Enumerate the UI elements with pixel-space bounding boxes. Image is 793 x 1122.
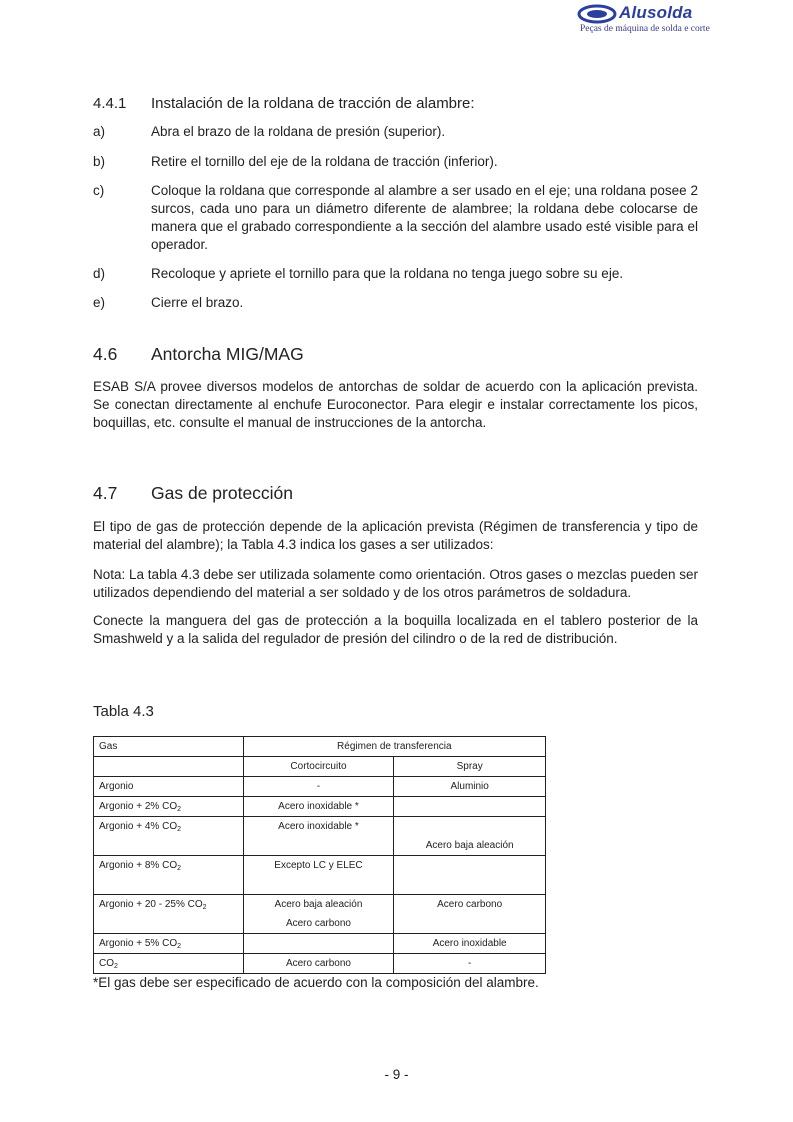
list-item-label: e) [93,295,106,310]
short-circuit-cell: Acero inoxidable * [243,797,394,817]
gas-table [93,736,546,974]
section-title: Gas de protección [151,483,294,503]
gas-cell: Argonio + 2% $CO_2$ [94,797,244,817]
section-title: Instalación de la roldana de tracción de alambre: [151,95,475,112]
header-gas: Gas [94,737,244,757]
header-empty-cell [94,757,244,777]
gas-cell: Argonio + 8% $CO_2$ [94,856,244,895]
gas-cell: Argonio + 5% $CO_2$ [94,934,244,954]
section-4-4-1-heading [93,95,475,112]
page-number: - 9 - [384,1067,409,1082]
section-4-7-paragraph-1: El tipo de gas de protección depende de la aplicación prevista (Régimen de transferencia y tipo de material del alambre); la Tabla 4.3 indica los gases a ser utilizados: [93,519,698,552]
table-row [94,797,546,817]
spray-cell: Acero baja aleación [394,817,546,856]
header-short-circuit: Cortocircuito [243,757,394,777]
list-item-text: Retire el tornillo del eje de la roldana de tracción (inferior). [151,154,498,169]
list-item-text: Abra el brazo de la roldana de presión (superior). [151,124,446,139]
spray-cell: Acero carbono [394,895,546,934]
short-circuit-cell: Acero carbono [243,954,394,974]
short-circuit-cell: Acero baja aleación Acero carbono [243,895,394,934]
list-item-label: c) [93,183,105,198]
section-number: 4.7 [93,483,118,503]
list-item [93,153,698,171]
section-number: 4.6 [93,344,118,364]
spray-cell: Aluminio [394,777,546,797]
short-circuit-cell: Excepto LC y ELEC [243,856,394,895]
spray-cell: - [394,954,546,974]
alusolda-swoosh-icon [577,4,617,24]
section-4-7-heading [93,483,293,504]
brand-name: Alusolda [619,3,693,22]
list-item-text: Coloque la roldana que corresponde al alambre a ser usado en el eje; una roldana posee 2 surcos, cada uno para un diámetro diferente de alambree; la roldana debe colocarse de manera que el grabado correspondiente a la sección del alambre usado esté visible para el operador. [151,183,698,252]
table-row [94,895,546,934]
section-title: Antorcha MIG/MAG [151,344,304,364]
table-footnote: *El gas debe ser especificado de acuerdo con la composición del alambre. [93,975,539,990]
brand-logo [577,2,717,36]
list-item [93,265,698,283]
list-item [93,182,698,254]
table-row [94,856,546,895]
section-4-6-heading [93,344,304,365]
short-circuit-cell [243,934,394,954]
list-item-label: b) [93,154,106,169]
list-item-label: d) [93,266,106,281]
gas-cell: Argonio [94,777,244,797]
short-circuit-cell: - [243,777,394,797]
section-4-7-note: Nota: La tabla 4.3 debe ser utilizada solamente como orientación. Otros gases o mezclas pueden ser utilizados dependiendo del material a ser soldado y de los otros parámetros de soldadura. [93,567,698,600]
gas-cell: Argonio + 4% $CO_2$ [94,817,244,856]
list-item-text: Recoloque y apriete el tornillo para que la roldana no tenga juego sobre su eje. [151,266,624,281]
list-item [93,123,698,141]
spray-cell [394,797,546,817]
table-subheader-row [94,757,546,777]
section-number: 4.4.1 [93,95,127,112]
gas-cell: Argonio + 20 - 25% $CO_2$ [94,895,244,934]
table-row [94,817,546,856]
header-regime: Régimen de transferencia [243,737,545,757]
brand-tagline: Peças de máquina de solda e corte [580,24,710,34]
section-4-7-paragraph-3: Conecte la manguera del gas de protección a la boquilla localizada en el tablero posterior de la Smashweld y a la salida del regulador de presión del cilindro o de la red de distribución. [93,613,698,646]
table-row [94,777,546,797]
table-row [94,954,546,974]
list-item-text: Cierre el brazo. [151,295,244,310]
spray-cell: Acero inoxidable [394,934,546,954]
gas-cell: $CO_2$ [94,954,244,974]
header-spray: Spray [394,757,546,777]
table-header-row [94,737,546,757]
list-item-label: a) [93,124,106,139]
list-item [93,294,698,312]
short-circuit-cell: Acero inoxidable * [243,817,394,856]
spray-cell [394,856,546,895]
table-row [94,934,546,954]
section-4-6-paragraph: ESAB S/A provee diversos modelos de antorchas de soldar de acuerdo con la aplicación prevista. Se conectan directamente al enchufe Euroconector. Para elegir e instalar correctamente los picos, boquillas, etc. consulte el manual de instrucciones de la antorcha. [93,379,698,430]
table-caption: Tabla 4.3 [93,703,154,720]
